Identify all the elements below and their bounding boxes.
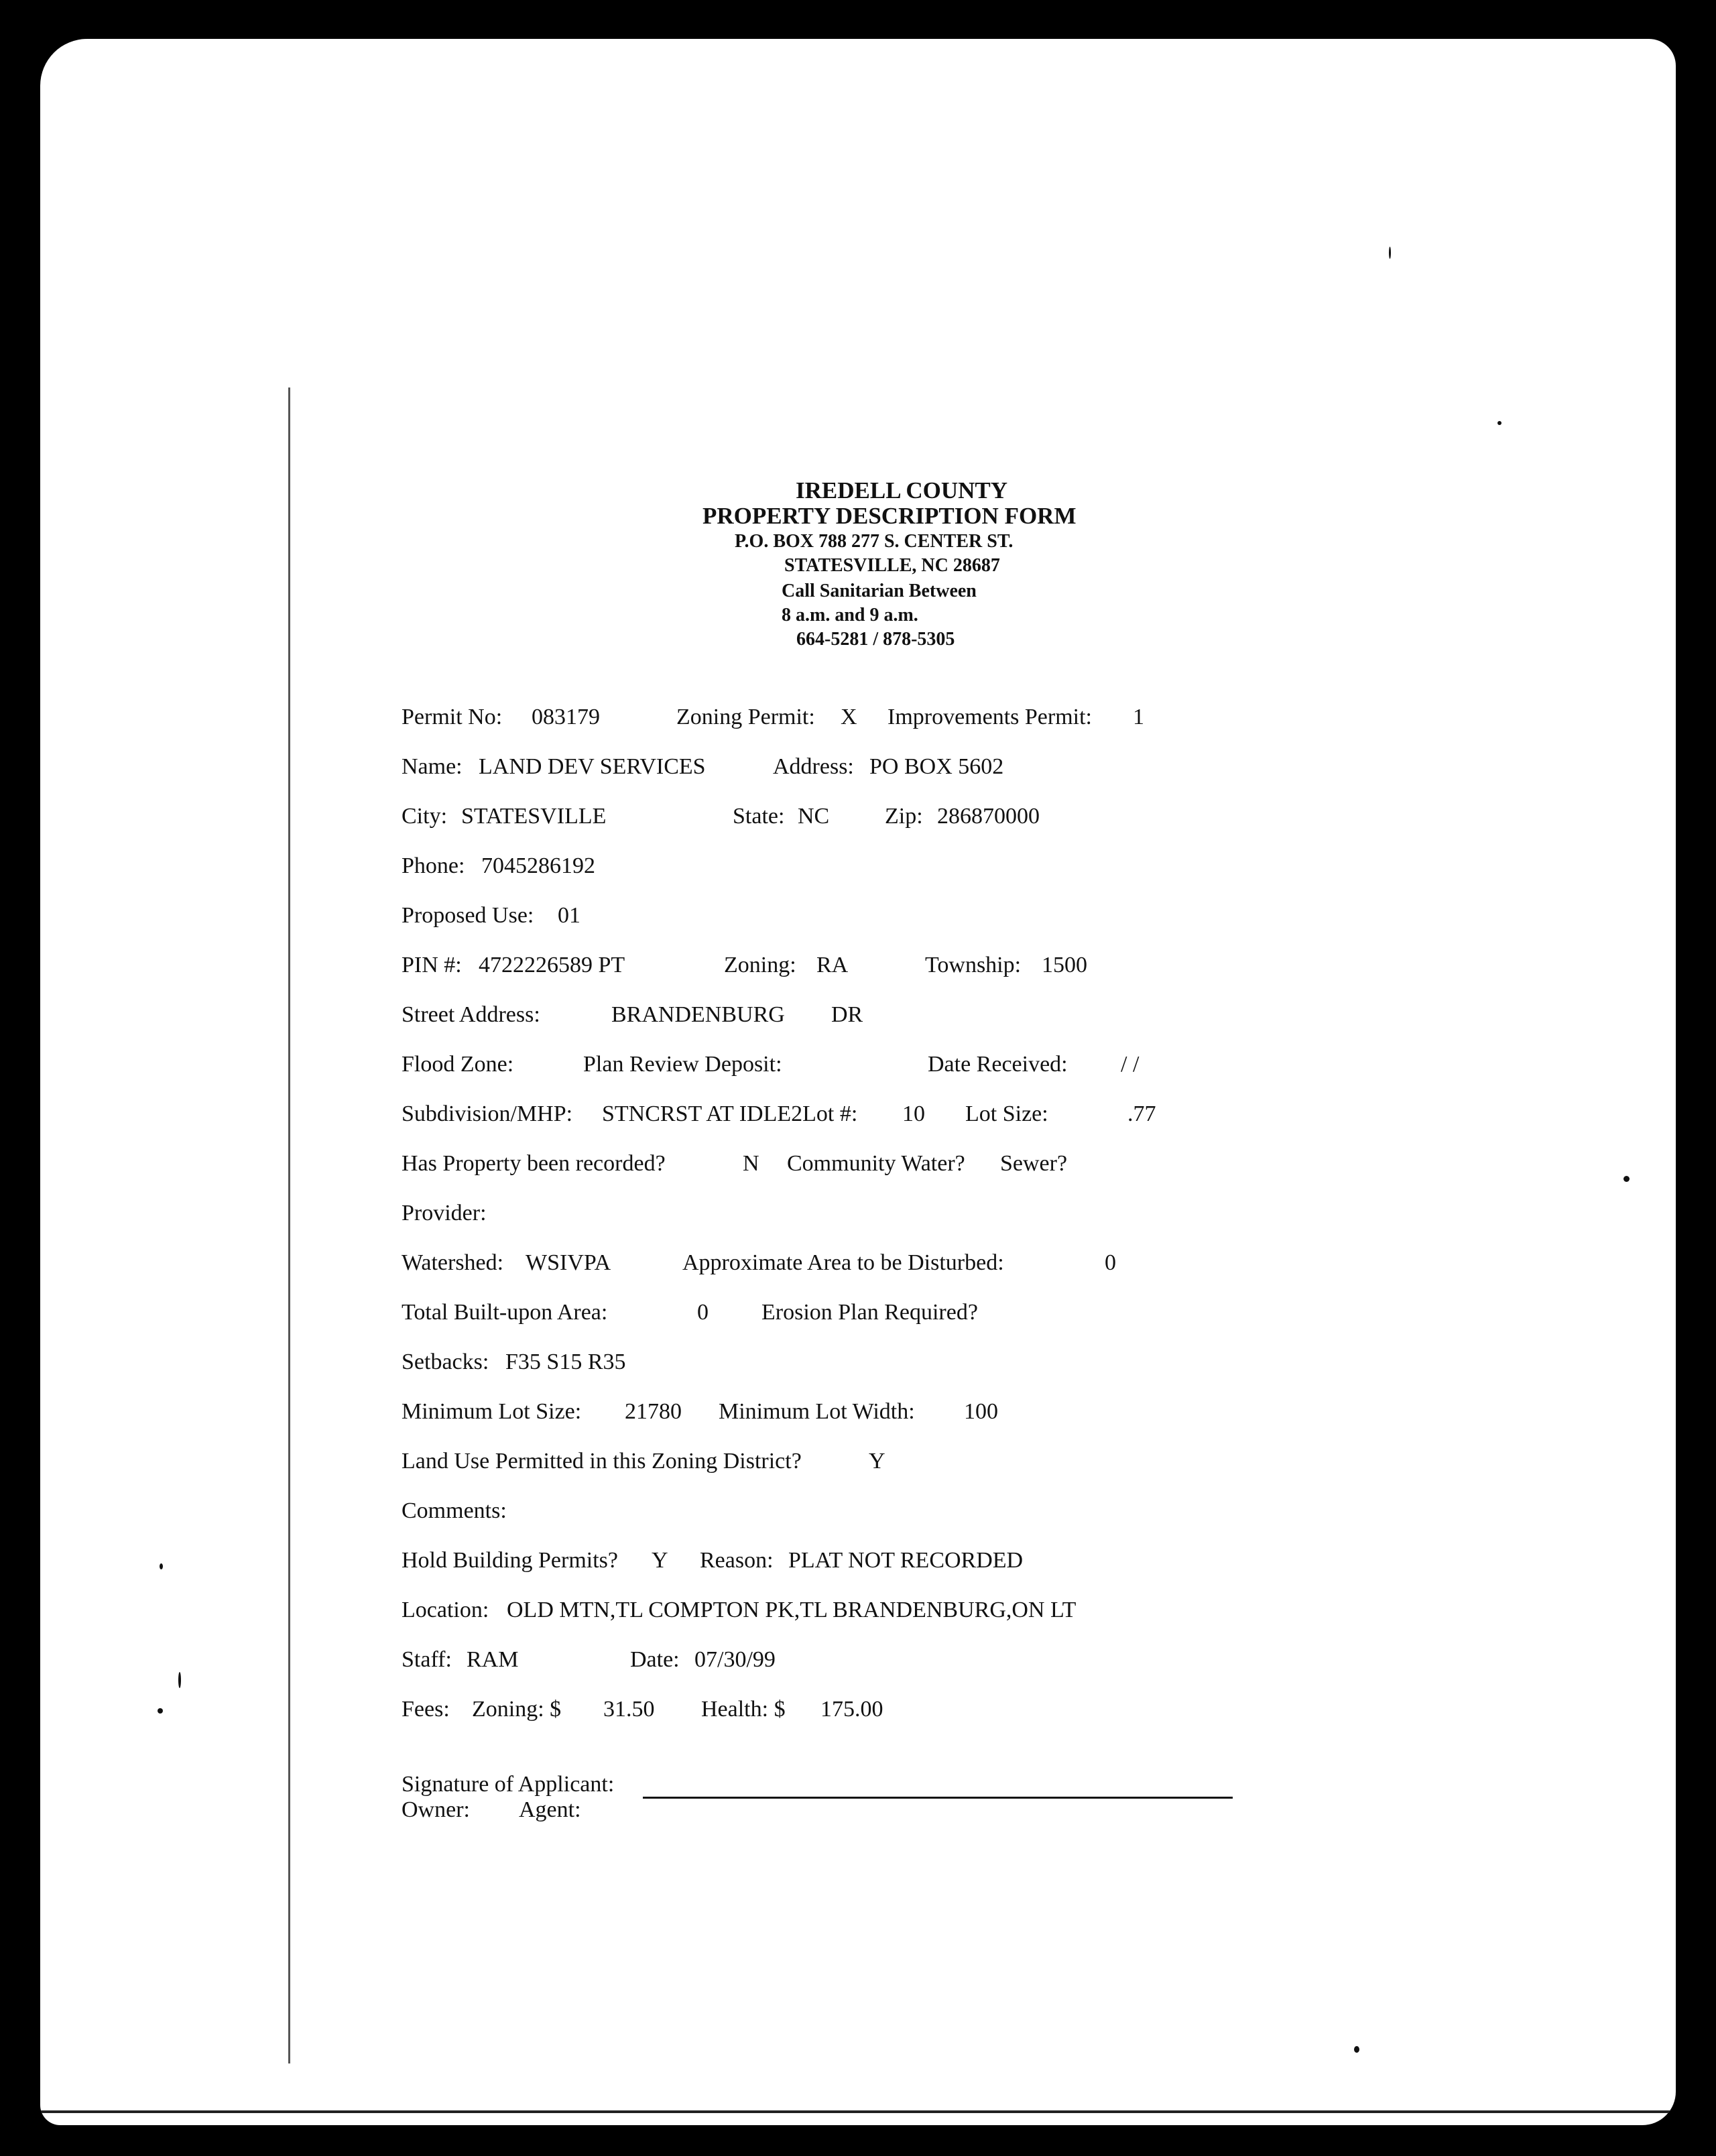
zoning-value: RA — [816, 953, 849, 977]
address-value: PO BOX 5602 — [869, 754, 1004, 779]
health-fee-label: Health: $ — [701, 1697, 786, 1722]
location-label: Location: — [402, 1598, 489, 1622]
state-label: State: — [733, 804, 785, 829]
zoning-label: Zoning: — [724, 953, 796, 977]
scan-speck — [1389, 247, 1391, 259]
county-title: IREDELL COUNTY — [796, 477, 1008, 503]
watershed-value: WSIVPA — [526, 1250, 611, 1275]
comments-label: Comments: — [402, 1498, 507, 1523]
plan-review-deposit-label: Plan Review Deposit: — [583, 1052, 782, 1077]
flood-zone-label: Flood Zone: — [402, 1052, 514, 1077]
proposed-use-value: 01 — [558, 903, 580, 928]
area-disturbed-value: 0 — [1105, 1250, 1116, 1275]
scan-speck — [160, 1563, 163, 1569]
min-lot-size-value: 21780 — [625, 1399, 682, 1424]
permit-no-value: 083179 — [532, 705, 600, 729]
lot-size-label: Lot Size: — [965, 1101, 1048, 1126]
community-water-label: Community Water? — [787, 1151, 965, 1176]
zoning-permit-value: X — [841, 705, 857, 729]
sewer-label: Sewer? — [1000, 1151, 1068, 1176]
agent-label: Agent: — [519, 1797, 581, 1822]
proposed-use-label: Proposed Use: — [402, 903, 534, 928]
watershed-label: Watershed: — [402, 1250, 504, 1275]
lot-size-value: .77 — [1127, 1101, 1156, 1126]
state-value: NC — [798, 804, 830, 829]
zip-label: Zip: — [885, 804, 923, 829]
location-value: OLD MTN,TL COMPTON PK,TL BRANDENBURG,ON LT — [507, 1598, 1077, 1622]
built-upon-label: Total Built-upon Area: — [402, 1300, 608, 1325]
area-disturbed-label: Approximate Area to be Disturbed: — [682, 1250, 1004, 1275]
lot-no-value: 10 — [902, 1101, 925, 1126]
owner-label: Owner: — [402, 1797, 470, 1822]
pin-label: PIN #: — [402, 953, 462, 977]
recorded-value: N — [743, 1151, 759, 1176]
signature-label: Signature of Applicant: — [402, 1772, 615, 1797]
signature-line — [643, 1797, 1233, 1799]
permit-no-label: Permit No: — [402, 705, 503, 729]
street-name-value: BRANDENBURG — [611, 1002, 785, 1027]
subdivision-value: STNCRST AT IDLE2Lot #: — [602, 1101, 858, 1126]
phone-value: 7045286192 — [481, 853, 595, 878]
hold-permits-label: Hold Building Permits? — [402, 1548, 618, 1573]
phone-label: Phone: — [402, 853, 465, 878]
left-margin-line — [288, 387, 290, 2063]
name-value: LAND DEV SERVICES — [479, 754, 706, 779]
reason-label: Reason: — [700, 1548, 774, 1573]
township-value: 1500 — [1042, 953, 1087, 977]
call-hours: 8 a.m. and 9 a.m. — [782, 605, 918, 625]
city-value: STATESVILLE — [461, 804, 607, 829]
improvements-permit-value: 1 — [1133, 705, 1144, 729]
bottom-edge-line — [40, 2110, 1676, 2113]
land-use-value: Y — [869, 1449, 885, 1474]
street-suffix-value: DR — [831, 1002, 863, 1027]
city-label: City: — [402, 804, 448, 829]
setbacks-label: Setbacks: — [402, 1350, 489, 1374]
pin-value: 4722226589 PT — [479, 953, 625, 977]
provider-label: Provider: — [402, 1201, 487, 1225]
zoning-fee-label: Zoning: $ — [472, 1697, 562, 1722]
land-use-label: Land Use Permitted in this Zoning District? — [402, 1449, 802, 1474]
mailing-address: P.O. BOX 788 277 S. CENTER ST. — [735, 531, 1014, 552]
fees-label: Fees: — [402, 1697, 450, 1722]
scan-speck — [1354, 2046, 1359, 2053]
name-label: Name: — [402, 754, 463, 779]
staff-label: Staff: — [402, 1647, 452, 1672]
zip-value: 286870000 — [937, 804, 1040, 829]
min-lot-size-label: Minimum Lot Size: — [402, 1399, 582, 1424]
city-state-zip: STATESVILLE, NC 28687 — [784, 555, 1000, 576]
address-label: Address: — [773, 754, 854, 779]
recorded-label: Has Property been recorded? — [402, 1151, 666, 1176]
zoning-fee-value: 31.50 — [603, 1697, 655, 1722]
form-title: PROPERTY DESCRIPTION FORM — [702, 503, 1077, 529]
improvements-permit-label: Improvements Permit: — [887, 705, 1093, 729]
township-label: Township: — [925, 953, 1022, 977]
date-value: 07/30/99 — [694, 1647, 776, 1672]
min-lot-width-value: 100 — [964, 1399, 998, 1424]
street-address-label: Street Address: — [402, 1002, 540, 1027]
health-fee-value: 175.00 — [820, 1697, 883, 1722]
date-received-value: / / — [1121, 1052, 1140, 1077]
reason-value: PLAT NOT RECORDED — [788, 1548, 1024, 1573]
subdivision-label: Subdivision/MHP: — [402, 1101, 573, 1126]
setbacks-value: F35 S15 R35 — [505, 1350, 626, 1374]
scan-speck — [1497, 421, 1502, 425]
date-received-label: Date Received: — [928, 1052, 1068, 1077]
date-label: Date: — [630, 1647, 680, 1672]
document-page — [40, 39, 1676, 2125]
zoning-permit-label: Zoning Permit: — [676, 705, 815, 729]
phone-numbers: 664-5281 / 878-5305 — [796, 629, 955, 650]
erosion-label: Erosion Plan Required? — [761, 1300, 978, 1325]
built-upon-value: 0 — [697, 1300, 709, 1325]
staff-value: RAM — [467, 1647, 519, 1672]
call-instruction: Call Sanitarian Between — [782, 581, 977, 601]
hold-permits-value: Y — [652, 1548, 668, 1573]
scan-speck — [158, 1708, 163, 1714]
scan-speck — [178, 1672, 181, 1688]
min-lot-width-label: Minimum Lot Width: — [719, 1399, 915, 1424]
scan-speck — [1623, 1176, 1630, 1182]
